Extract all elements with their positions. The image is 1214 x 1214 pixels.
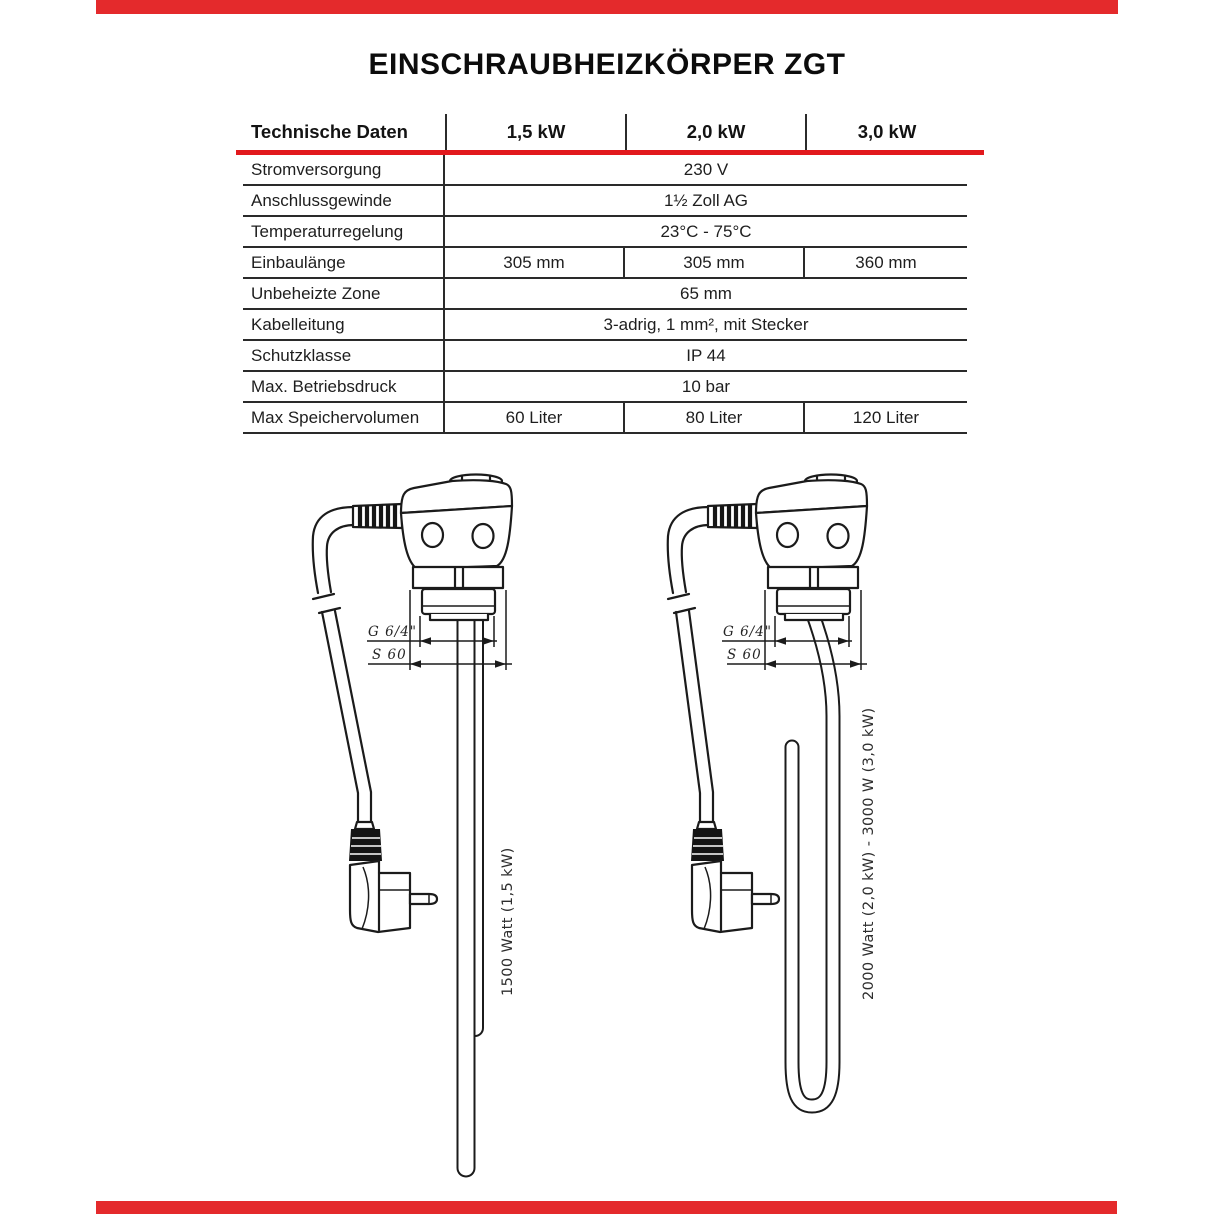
heater-drawing-2-0-3-0kw	[668, 475, 877, 1107]
table-cell: 3-adrig, 1 mm², mit Stecker	[603, 314, 809, 334]
cable-gland-right	[708, 504, 757, 528]
row-label: Unbeheizte Zone	[243, 279, 445, 308]
thermostat-head-right	[756, 475, 867, 570]
table-cell: 23°C - 75°C	[660, 221, 752, 241]
page-title: EINSCHRAUBHEIZKÖRPER ZGT	[368, 48, 846, 81]
cable-gland-left	[353, 504, 402, 528]
thread-dimension-label: G 6/4"	[368, 624, 418, 640]
row-label: Max. Betriebsdruck	[243, 372, 445, 401]
hex-nut-right	[768, 567, 858, 620]
heating-rod-left	[466, 610, 475, 1168]
table-header-2-0kw: 2,0 kW	[625, 114, 805, 150]
thread-dimension-label: G 6/4"	[723, 624, 773, 640]
heating-tube-right	[792, 612, 833, 1106]
row-label: Max Speichervolumen	[243, 403, 445, 432]
table-cell: 305 mm	[445, 248, 625, 277]
row-label: Stromversorgung	[243, 155, 445, 184]
wrench-dimension-label: S 60	[727, 647, 762, 663]
power-plug-left	[349, 822, 437, 932]
row-label: Kabelleitung	[243, 310, 445, 339]
cable-left	[313, 507, 371, 822]
screw-hole-icon	[473, 524, 494, 548]
table-cell: 360 mm	[855, 252, 917, 272]
wrench-dimension-label: S 60	[372, 647, 407, 663]
screw-hole-icon	[777, 523, 798, 547]
plug-pin	[410, 894, 437, 904]
row-label: Schutzklasse	[243, 341, 445, 370]
table-header-3-0kw: 3,0 kW	[805, 114, 967, 150]
table-header-1-5kw: 1,5 kW	[445, 114, 625, 150]
power-rating-label-right: 2000 Watt (2,0 kW) - 3000 W (3,0 kW)	[861, 707, 877, 1000]
screw-hole-icon	[828, 524, 849, 548]
heater-drawing-1-5kw	[313, 475, 516, 1169]
screw-hole-icon	[422, 523, 443, 547]
hex-nut-left	[413, 567, 503, 620]
power-rating-label-left: 1500 Watt (1,5 kW)	[500, 847, 516, 996]
table-cell: 230 V	[683, 159, 729, 179]
table-cell: IP 44	[686, 345, 726, 365]
table-cell: 10 bar	[681, 376, 731, 396]
row-label: Anschlussgewinde	[243, 186, 445, 215]
table-cell: 65 mm	[680, 283, 732, 303]
row-label: Temperaturregelung	[243, 217, 445, 246]
table-cell: 120 Liter	[852, 407, 920, 427]
row-label: Einbaulänge	[243, 248, 445, 277]
power-plug-right	[691, 822, 779, 932]
plug-pin	[752, 894, 779, 904]
table-cell: 1½ Zoll AG	[663, 190, 749, 210]
table-cell: 305 mm	[625, 248, 805, 277]
cable-right	[668, 507, 713, 822]
table-cell: 80 Liter	[625, 403, 805, 432]
table-header-label: Technische Daten	[251, 121, 408, 142]
table-cell: 60 Liter	[445, 403, 625, 432]
thermostat-head-left	[401, 475, 512, 570]
